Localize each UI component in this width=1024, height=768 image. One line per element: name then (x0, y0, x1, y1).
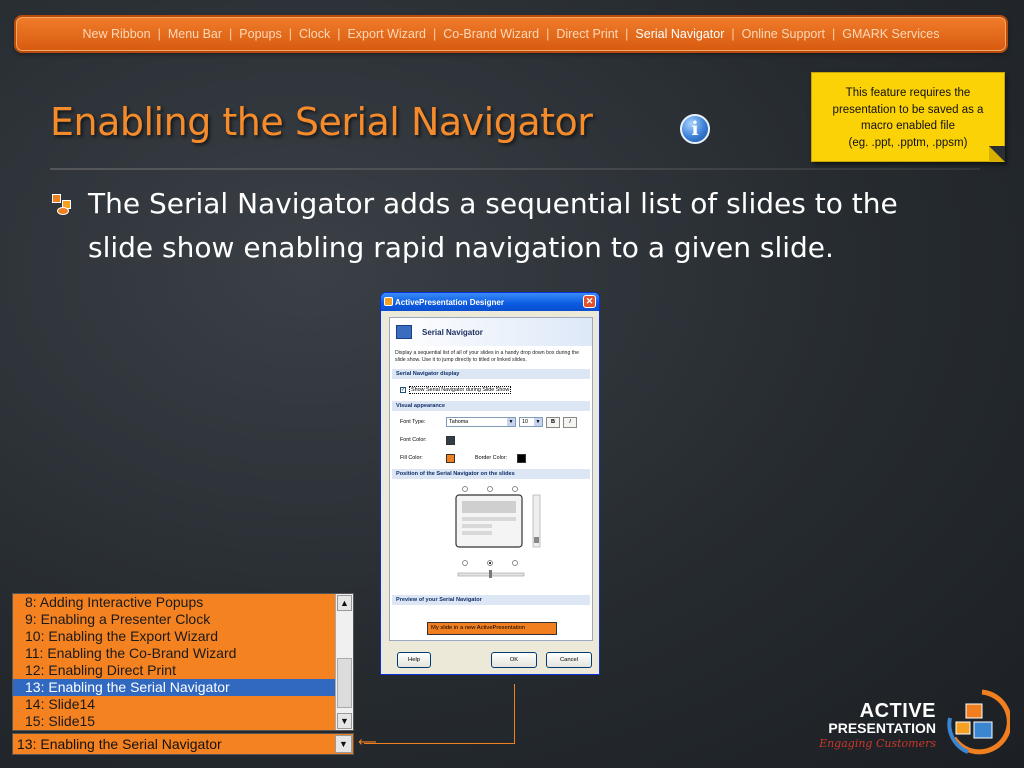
list-item[interactable]: 14: Slide14 (25, 696, 96, 712)
page-title: Enabling the Serial Navigator (50, 100, 593, 144)
nav-separator: | (731, 27, 735, 41)
list-item[interactable]: 8: Adding Interactive Popups (25, 594, 204, 610)
app-icon (384, 297, 393, 306)
nav-separator: | (546, 27, 550, 41)
ok-button[interactable]: OK (491, 652, 537, 668)
close-button[interactable]: ✕ (583, 295, 596, 308)
fill-color-label: Fill Color: (400, 455, 423, 461)
serial-navigator-icon (396, 325, 412, 339)
show-navigator-row (390, 381, 592, 399)
position-diagram[interactable] (390, 481, 592, 593)
nav-item-new-ribbon[interactable]: New Ribbon (82, 27, 151, 41)
list-item[interactable]: 15: Slide15 (25, 713, 96, 729)
scroll-thumb[interactable] (337, 658, 352, 708)
serial-navigator-combo[interactable] (12, 733, 354, 755)
section-display: Serial Navigator display (392, 369, 590, 379)
callout-line (514, 684, 515, 744)
list-item[interactable]: 12: Enabling Direct Print (25, 662, 176, 678)
list-item[interactable]: 13: Enabling the Serial Navigator (13, 679, 353, 696)
logo-tagline: Engaging Customers (819, 737, 936, 750)
nav-separator: | (625, 27, 629, 41)
title-divider (50, 168, 980, 170)
nav-item-export-wizard[interactable]: Export Wizard (347, 27, 426, 41)
info-icon[interactable]: i (680, 114, 710, 144)
font-size-select[interactable] (519, 417, 543, 427)
nav-item-gmark-services[interactable]: GMARK Services (842, 27, 940, 41)
font-color-swatch[interactable] (446, 436, 455, 445)
bullet-icon (52, 194, 76, 218)
dialog-header (390, 318, 592, 346)
bold-button[interactable]: B (546, 417, 560, 428)
show-navigator-checkbox[interactable]: ✓ (401, 387, 406, 393)
nav-item-popups[interactable]: Popups (239, 27, 282, 41)
font-type-row (390, 413, 592, 431)
list-item[interactable]: 11: Enabling the Co-Brand Wizard (25, 645, 237, 661)
show-navigator-label[interactable]: Show Serial Navigator during Slide Show (411, 387, 510, 393)
chevron-down-icon: ▼ (508, 419, 514, 425)
help-button[interactable]: Help (397, 652, 431, 668)
callout-line (364, 743, 515, 744)
nav-item-online-support[interactable]: Online Support (741, 27, 825, 41)
logo-line-2: PRESENTATION (828, 720, 936, 736)
dialog-header-title: Serial Navigator (422, 327, 483, 337)
nav-item-menu-bar[interactable]: Menu Bar (167, 27, 223, 41)
note-line-2: presentation to be saved as a (832, 103, 984, 116)
dialog-title: ActivePresentation Designer (395, 297, 504, 307)
font-color-label: Font Color: (400, 437, 427, 443)
italic-button[interactable]: I (563, 417, 577, 428)
logo-icon (946, 688, 1010, 756)
serial-navigator-list[interactable] (12, 593, 354, 731)
font-size-value: 10 (522, 419, 528, 425)
section-visual: Visual appearance (392, 401, 590, 411)
dialog-description: Display a sequential list of all of your slides in a handy drop down box during the slide show. Use it to jump directly to titled or linked slides. (395, 350, 579, 363)
note-line-4: (eg. .ppt, .pptm, .ppsm) (848, 137, 968, 150)
navigator-preview[interactable]: My slide in a new ActivePresentation (427, 622, 557, 635)
fill-border-row (390, 449, 592, 467)
note-fold-corner (989, 146, 1005, 162)
bullet-text: The Serial Navigator adds a sequential list of slides to the slide show enabling rapid navigation to a given slide. (88, 187, 898, 264)
scroll-down-button[interactable]: ▼ (337, 713, 352, 729)
scroll-up-button[interactable]: ▲ (337, 595, 352, 611)
nav-item-clock[interactable]: Clock (298, 27, 331, 41)
nav-separator: | (337, 27, 341, 41)
font-type-select[interactable] (446, 417, 516, 427)
logo-line-1: ACTIVE (859, 700, 936, 722)
border-color-swatch[interactable] (517, 454, 526, 463)
requirement-note (811, 72, 1005, 162)
top-nav-bar (16, 17, 1006, 51)
list-item[interactable]: 10: Enabling the Export Wizard (25, 628, 218, 644)
dialog-panel (389, 317, 593, 641)
fill-color-swatch[interactable] (446, 454, 455, 463)
dialog-title-bar (381, 293, 599, 311)
nav-item-serial-navigator[interactable]: Serial Navigator (635, 27, 725, 41)
list-item[interactable]: 9: Enabling a Presenter Clock (25, 611, 211, 627)
chevron-down-icon[interactable]: ▼ (335, 735, 352, 753)
nav-separator: | (288, 27, 292, 41)
nav-separator: | (229, 27, 233, 41)
font-color-row (390, 431, 592, 449)
cancel-button[interactable]: Cancel (546, 652, 592, 668)
font-type-value: Tahoma (449, 419, 469, 425)
section-position: Position of the Serial Navigator on the slides (392, 469, 590, 479)
section-preview: Preview of your Serial Navigator (392, 595, 590, 605)
border-color-label: Border Color: (475, 455, 508, 461)
font-type-label: Font Type: (400, 419, 426, 425)
position-picker (390, 481, 592, 593)
chevron-down-icon: ▼ (535, 419, 541, 425)
nav-separator: | (432, 27, 437, 41)
list-scrollbar[interactable] (335, 594, 353, 730)
note-line-3: macro enabled file (861, 120, 955, 133)
arrow-left-icon: ⟵ (358, 735, 377, 750)
nav-item-direct-print[interactable]: Direct Print (556, 27, 619, 41)
nav-separator: | (157, 27, 161, 41)
nav-item-co-brand-wizard[interactable]: Co-Brand Wizard (443, 27, 540, 41)
note-line-1: This feature requires the (845, 87, 971, 99)
combo-value: 13: Enabling the Serial Navigator (17, 736, 222, 752)
nav-separator: | (832, 27, 836, 41)
designer-dialog (380, 292, 600, 675)
